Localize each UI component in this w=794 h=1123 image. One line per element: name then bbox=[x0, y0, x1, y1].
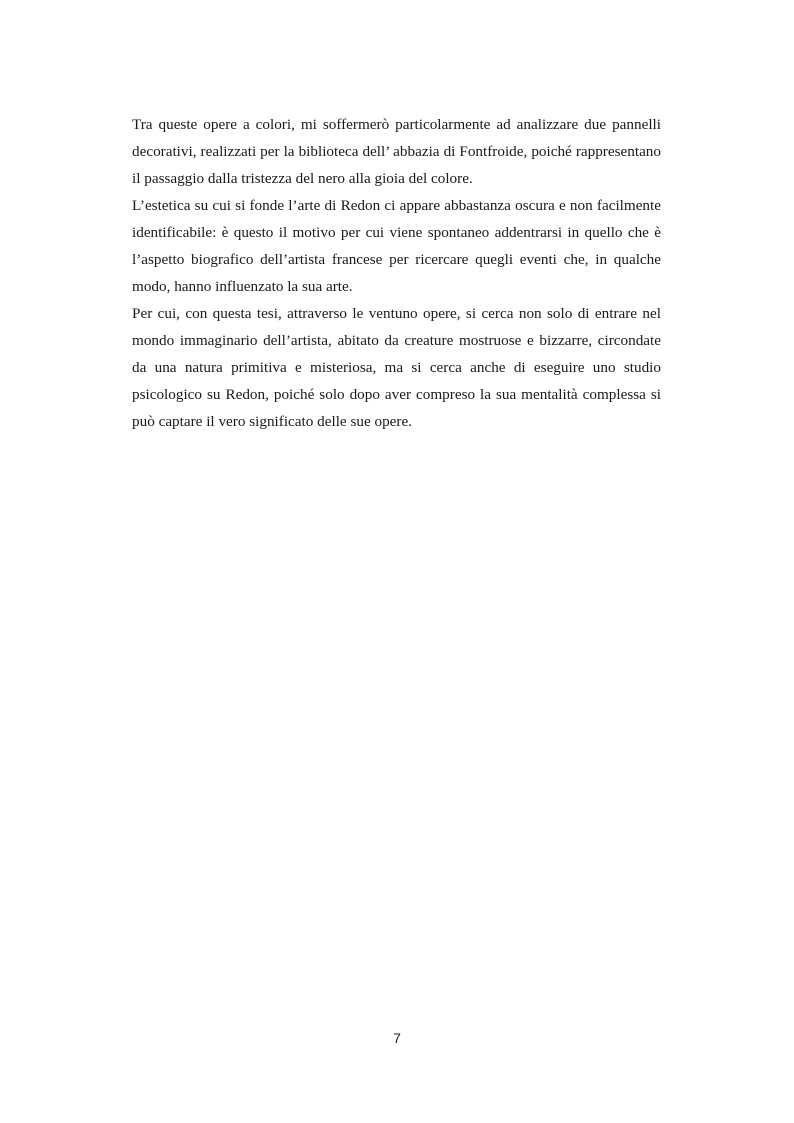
paragraph-2: L’estetica su cui si fonde l’arte di Redon ci appare abbastanza oscura e non facilmente identificabile: è questo il motivo per cui viene spontaneo addentrarsi in quello che è l’aspetto biografico dell’artista francese per ricercare quegli eventi che, in qualche modo, hanno influenzato la sua arte. bbox=[132, 197, 661, 295]
paragraph-3: Per cui, con questa tesi, attraverso le ventuno opere, si cerca non solo di entrare nel mondo immaginario dell’artista, abitato da creature mostruose e bizzarre, circondate da una natura primitiva e misteriosa, ma si cerca anche di eseguire uno studio psicologico su Redon, poiché solo dopo aver compreso la sua mentalità complessa si può captare il vero significato delle sue opere. bbox=[132, 305, 661, 430]
body-text bbox=[132, 111, 661, 435]
paragraph-1: Tra queste opere a colori, mi soffermerò particolarmente ad analizzare due pannelli decorativi, realizzati per la biblioteca dell’ abbazia di Fontfroide, poiché rappresentano il passaggio dalla tristezza del nero alla gioia del colore. bbox=[132, 116, 661, 187]
page-number: 7 bbox=[393, 1030, 401, 1046]
